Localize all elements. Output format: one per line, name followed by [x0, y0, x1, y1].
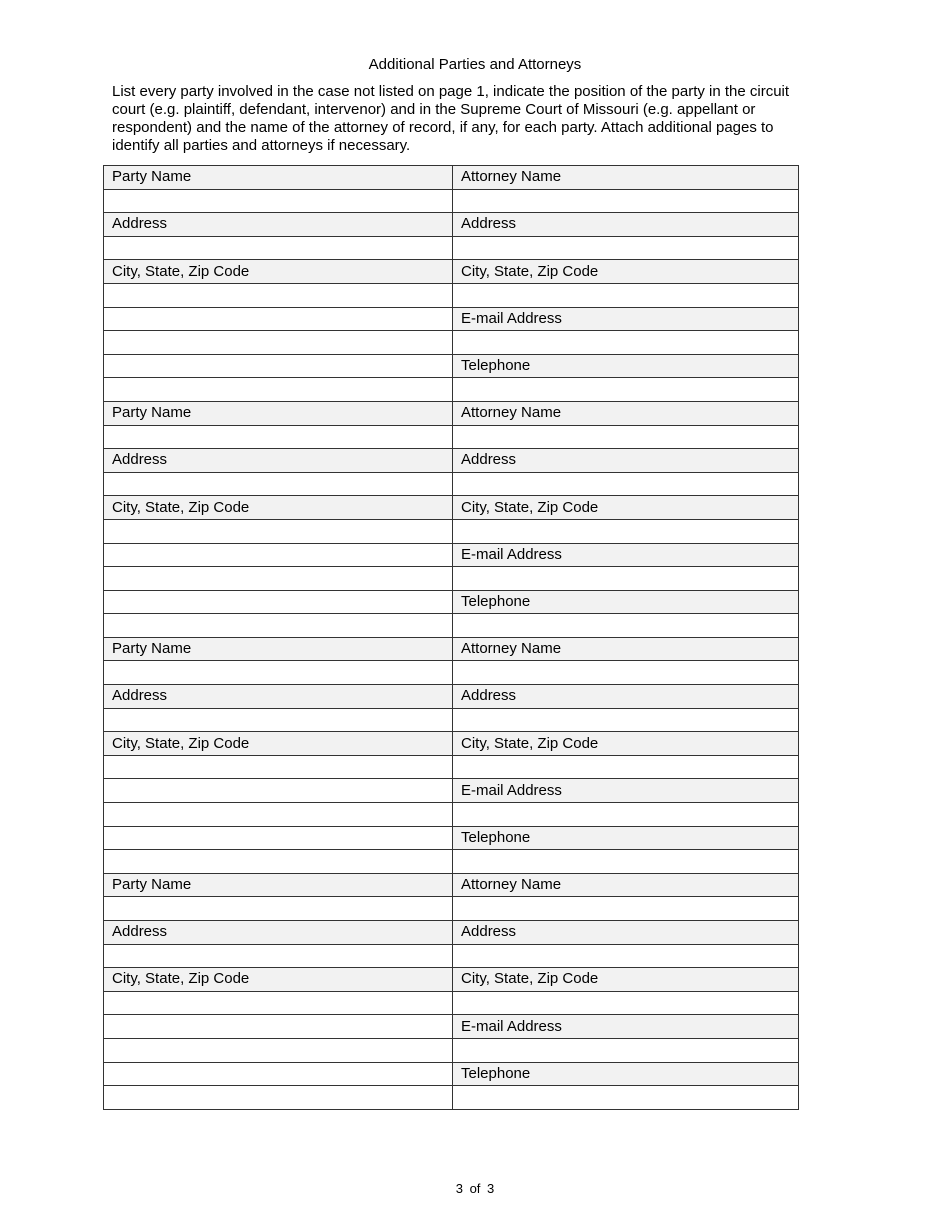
party-entry-field[interactable]	[104, 708, 453, 732]
party-blank-label[interactable]	[104, 779, 453, 803]
attorney-entry-field[interactable]	[453, 567, 799, 591]
attorney-address-label: Address	[453, 921, 799, 945]
party-entry-field[interactable]	[104, 283, 453, 307]
label-row	[104, 779, 799, 803]
attorney-address-label: Address	[453, 685, 799, 709]
party-entry-field[interactable]	[104, 378, 453, 402]
attorney-entry-field[interactable]	[453, 614, 799, 638]
entry-row	[104, 755, 799, 779]
label-row	[104, 732, 799, 756]
attorney-entry-field[interactable]	[453, 661, 799, 685]
party-city-state-zip-code-label: City, State, Zip Code	[104, 968, 453, 992]
party-city-state-zip-code-label: City, State, Zip Code	[104, 260, 453, 284]
attorney-city-state-zip-code-label: City, State, Zip Code	[453, 496, 799, 520]
party-entry-field[interactable]	[104, 897, 453, 921]
party-city-state-zip-code-label: City, State, Zip Code	[104, 732, 453, 756]
attorney-e-mail-address-label: E-mail Address	[453, 543, 799, 567]
label-row	[104, 543, 799, 567]
attorney-address-label: Address	[453, 449, 799, 473]
party-blank-label[interactable]	[104, 1015, 453, 1039]
attorney-entry-field[interactable]	[453, 472, 799, 496]
attorney-attorney-name-label: Attorney Name	[453, 166, 799, 190]
attorney-entry-field[interactable]	[453, 425, 799, 449]
party-entry-field[interactable]	[104, 425, 453, 449]
label-row	[104, 873, 799, 897]
entry-row	[104, 1086, 799, 1110]
attorney-telephone-label: Telephone	[453, 354, 799, 378]
attorney-attorney-name-label: Attorney Name	[453, 637, 799, 661]
party-entry-field[interactable]	[104, 850, 453, 874]
label-row	[104, 496, 799, 520]
attorney-city-state-zip-code-label: City, State, Zip Code	[453, 260, 799, 284]
label-row	[104, 213, 799, 237]
attorney-entry-field[interactable]	[453, 1086, 799, 1110]
party-entry-field[interactable]	[104, 755, 453, 779]
attorney-address-label: Address	[453, 213, 799, 237]
label-row	[104, 968, 799, 992]
party-blank-label[interactable]	[104, 1062, 453, 1086]
entry-row	[104, 944, 799, 968]
label-row	[104, 685, 799, 709]
entry-row	[104, 189, 799, 213]
attorney-attorney-name-label: Attorney Name	[453, 873, 799, 897]
party-entry-field[interactable]	[104, 661, 453, 685]
entry-row	[104, 472, 799, 496]
entry-row	[104, 614, 799, 638]
attorney-telephone-label: Telephone	[453, 1062, 799, 1086]
instructions-text: List every party involved in the case not listed on page 1, indicate the position of the party in the circuit court (e.g. plaintiff, defendant, intervenor) and in the Supreme Court of Missouri (e.g. appellant or respondent) and the name of the attorney of record, if any, for each party. Attach additional pages to identify all parties and attorneys if necessary.	[112, 83, 790, 154]
attorney-entry-field[interactable]	[453, 803, 799, 827]
entry-row	[104, 425, 799, 449]
parties-attorneys-table	[103, 165, 799, 1110]
party-blank-label[interactable]	[104, 354, 453, 378]
party-address-label: Address	[104, 213, 453, 237]
attorney-entry-field[interactable]	[453, 755, 799, 779]
attorney-entry-field[interactable]	[453, 897, 799, 921]
entry-row	[104, 567, 799, 591]
party-entry-field[interactable]	[104, 1038, 453, 1062]
attorney-entry-field[interactable]	[453, 283, 799, 307]
attorney-e-mail-address-label: E-mail Address	[453, 779, 799, 803]
party-entry-field[interactable]	[104, 614, 453, 638]
page-number: 3 of 3	[455, 1181, 495, 1196]
label-row	[104, 354, 799, 378]
entry-row	[104, 519, 799, 543]
party-party-name-label: Party Name	[104, 401, 453, 425]
attorney-city-state-zip-code-label: City, State, Zip Code	[453, 968, 799, 992]
entry-row	[104, 236, 799, 260]
party-blank-label[interactable]	[104, 826, 453, 850]
party-entry-field[interactable]	[104, 236, 453, 260]
party-entry-field[interactable]	[104, 944, 453, 968]
party-entry-field[interactable]	[104, 189, 453, 213]
attorney-entry-field[interactable]	[453, 850, 799, 874]
party-entry-field[interactable]	[104, 519, 453, 543]
label-row	[104, 307, 799, 331]
attorney-e-mail-address-label: E-mail Address	[453, 1015, 799, 1039]
party-entry-field[interactable]	[104, 472, 453, 496]
party-blank-label[interactable]	[104, 307, 453, 331]
attorney-telephone-label: Telephone	[453, 590, 799, 614]
party-address-label: Address	[104, 921, 453, 945]
entry-row	[104, 661, 799, 685]
label-row	[104, 637, 799, 661]
page-title: Additional Parties and Attorneys	[368, 56, 582, 73]
label-row	[104, 1062, 799, 1086]
attorney-entry-field[interactable]	[453, 378, 799, 402]
entry-row	[104, 991, 799, 1015]
attorney-entry-field[interactable]	[453, 519, 799, 543]
label-row	[104, 590, 799, 614]
attorney-entry-field[interactable]	[453, 708, 799, 732]
attorney-telephone-label: Telephone	[453, 826, 799, 850]
party-party-name-label: Party Name	[104, 637, 453, 661]
attorney-entry-field[interactable]	[453, 236, 799, 260]
label-row	[104, 921, 799, 945]
attorney-entry-field[interactable]	[453, 991, 799, 1015]
party-party-name-label: Party Name	[104, 166, 453, 190]
party-blank-label[interactable]	[104, 543, 453, 567]
attorney-entry-field[interactable]	[453, 189, 799, 213]
label-row	[104, 1015, 799, 1039]
label-row	[104, 449, 799, 473]
entry-row	[104, 331, 799, 355]
attorney-entry-field[interactable]	[453, 944, 799, 968]
attorney-e-mail-address-label: E-mail Address	[453, 307, 799, 331]
form-table-body	[104, 166, 799, 1110]
party-entry-field[interactable]	[104, 1086, 453, 1110]
party-address-label: Address	[104, 685, 453, 709]
party-blank-label[interactable]	[104, 590, 453, 614]
entry-row	[104, 850, 799, 874]
attorney-entry-field[interactable]	[453, 331, 799, 355]
label-row	[104, 401, 799, 425]
party-entry-field[interactable]	[104, 991, 453, 1015]
party-address-label: Address	[104, 449, 453, 473]
party-party-name-label: Party Name	[104, 873, 453, 897]
party-entry-field[interactable]	[104, 331, 453, 355]
entry-row	[104, 803, 799, 827]
label-row	[104, 166, 799, 190]
entry-row	[104, 708, 799, 732]
party-entry-field[interactable]	[104, 567, 453, 591]
entry-row	[104, 378, 799, 402]
label-row	[104, 826, 799, 850]
entry-row	[104, 283, 799, 307]
attorney-attorney-name-label: Attorney Name	[453, 401, 799, 425]
attorney-entry-field[interactable]	[453, 1038, 799, 1062]
attorney-city-state-zip-code-label: City, State, Zip Code	[453, 732, 799, 756]
party-city-state-zip-code-label: City, State, Zip Code	[104, 496, 453, 520]
party-entry-field[interactable]	[104, 803, 453, 827]
entry-row	[104, 1038, 799, 1062]
entry-row	[104, 897, 799, 921]
label-row	[104, 260, 799, 284]
